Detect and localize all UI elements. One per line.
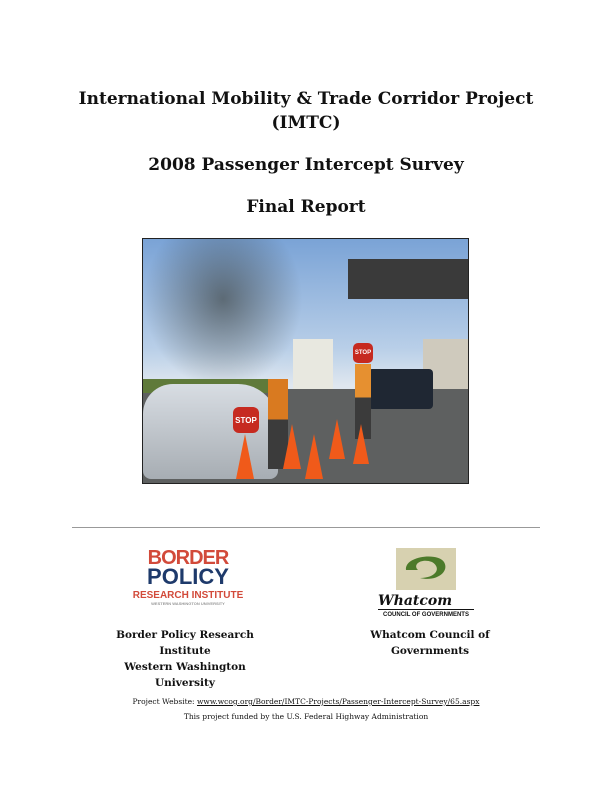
bpri-caption	[95, 627, 275, 691]
car	[143, 384, 278, 479]
project-website	[0, 697, 612, 706]
traffic-cone	[329, 419, 345, 459]
cover-photo	[142, 238, 469, 484]
traffic-cone	[236, 434, 254, 479]
wcog-logo	[366, 548, 486, 618]
divider	[72, 527, 540, 528]
traffic-cone	[305, 434, 323, 479]
bpri-logo-border: BORDER	[147, 547, 229, 569]
bpri-logo-university: WESTERN WASHINGTON UNIVERSITY	[151, 601, 225, 606]
title-line-1: International Mobility & Trade Corridor Project	[78, 89, 534, 109]
report-label: Final Report	[246, 197, 366, 217]
stop-sign: STOP	[233, 407, 259, 433]
subtitle: 2008 Passenger Intercept Survey	[148, 155, 464, 175]
bpri-logo	[130, 548, 246, 606]
canopy	[348, 259, 469, 299]
bpri-logo-policy: POLICY	[147, 564, 229, 589]
stop-sign-far: STOP	[353, 343, 373, 363]
bpri-caption-line1: Border Policy Research Institute	[116, 629, 254, 657]
website-label: Project Website:	[132, 697, 195, 706]
title-line-2: (IMTC)	[271, 113, 341, 133]
wcog-logo-council: COUNCIL OF GOVERNMENTS	[383, 612, 469, 618]
wcog-logo-whatcom: Whatcom	[378, 593, 474, 610]
wcog-caption: Whatcom Council of Governments	[370, 629, 490, 657]
wcog-swoosh-icon	[396, 548, 456, 590]
traffic-cone	[283, 424, 301, 469]
tree	[143, 239, 303, 389]
website-link[interactable]: www.wcog.org/Border/IMTC-Projects/Passenger-Intercept-Survey/65.aspx	[196, 697, 480, 706]
truck	[368, 369, 433, 409]
traffic-cone	[353, 424, 369, 464]
bpri-logo-institute: RESEARCH INSTITUTE	[132, 590, 244, 601]
bpri-caption-line2: Western Washington University	[124, 661, 246, 689]
funding-note: This project funded by the U.S. Federal Highway Administration	[183, 712, 429, 721]
